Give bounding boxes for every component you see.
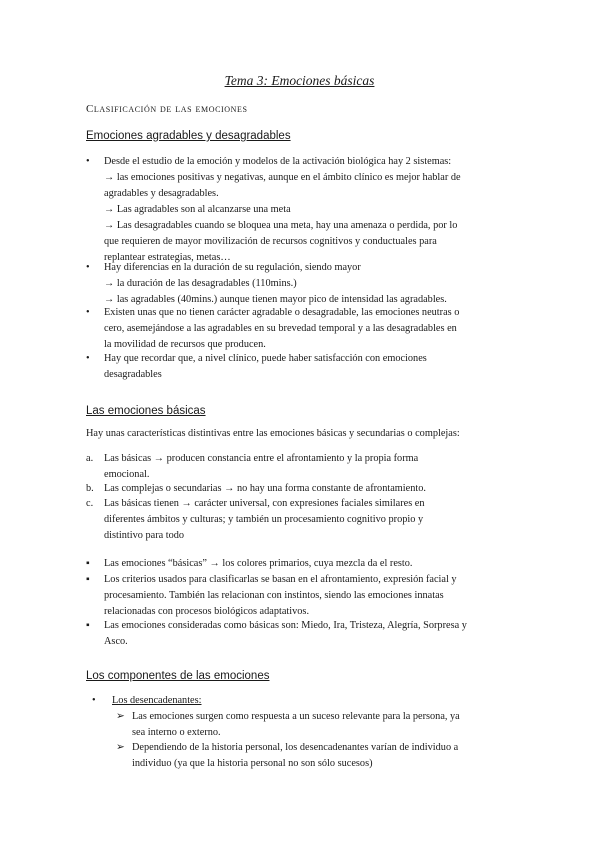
list-line: distintivo para todo — [104, 530, 185, 541]
list-line: Las básicas → producen constancia entre el afrontamiento y la propia forma — [104, 453, 419, 464]
letter-marker: a. — [86, 453, 94, 464]
list-line: cero, asemejándose a las agradables en su brevedad temporal y a las desagradables en — [104, 323, 457, 334]
list-line: sea interno o externo. — [132, 727, 221, 738]
list-item — [86, 556, 526, 572]
list-line: agradables y desagradables. — [104, 188, 219, 199]
list-line: Las emociones “básicas” → los colores primarios, cuya mezcla da el resto. — [104, 558, 413, 569]
section-heading-basicas: Las emociones básicas — [86, 405, 206, 417]
list-line: emocional. — [104, 469, 150, 480]
list-line: que requieren de mayor movilización de recursos cognitivos y conductuales para — [104, 236, 437, 247]
square-bullet-marker: ▪ — [86, 558, 90, 569]
list-item — [86, 260, 526, 308]
square-bullet-marker: ▪ — [86, 620, 90, 631]
list-line: → la duración de las desagradables (110mins.) — [104, 278, 297, 289]
list-line: → las emociones positivas y negativas, aunque en el ámbito clínico es mejor hablar de — [104, 172, 461, 183]
intro-paragraph: Hay unas características distintivas entre las emociones básicas y secundarias o complejas: — [86, 428, 460, 439]
list-line: → las agradables (40mins.) aunque tienen mayor pico de intensidad las agradables. — [104, 294, 447, 305]
list-line: desagradables — [104, 369, 162, 380]
bullet-marker: • — [86, 307, 90, 318]
page-title: Tema 3: Emociones básicas — [224, 73, 375, 88]
list-line: Las básicas tienen → carácter universal, con expresiones faciales similares en — [104, 498, 425, 509]
list-line: → Las desagradables cuando se bloquea una meta, hay una amenaza o perdida, por lo — [104, 220, 458, 231]
list-line: Las complejas o secundarias → no hay una forma constante de afrontamiento. — [104, 483, 426, 494]
list-line: relacionadas con procesos biológicos adaptativos. — [104, 606, 310, 617]
list-line: Dependiendo de la historia personal, los desencadenantes varían de individuo a — [132, 742, 459, 753]
list-item — [86, 351, 526, 383]
list-line: Desde el estudio de la emoción y modelos de la activación biológica hay 2 sistemas: — [104, 156, 452, 167]
list-line: Hay diferencias en la duración de su regulación, siendo mayor — [104, 262, 361, 273]
letter-marker: c. — [86, 498, 94, 509]
list-item — [86, 481, 526, 497]
bullet-marker: • — [86, 156, 90, 167]
bullet-marker: • — [86, 353, 90, 364]
list-item — [92, 693, 532, 709]
list-line: Hay que recordar que, a nivel clínico, puede haber satisfacción con emociones — [104, 353, 427, 364]
list-line: Las emociones consideradas como básicas son: Miedo, Ira, Tristeza, Alegría, Sorpresa y — [104, 620, 467, 631]
list-line: procesamiento. También las relacionan con instintos, siendo las emociones innatas — [104, 590, 444, 601]
list-line: → Las agradables son al alcanzarse una meta — [104, 204, 291, 215]
list-line: la movilidad de recursos que producen. — [104, 339, 266, 350]
list-line: Existen unas que no tienen carácter agradable o desagradable, las emociones neutras o — [104, 307, 460, 318]
arrow-bullet-marker: ➢ — [116, 742, 125, 753]
list-item — [86, 451, 526, 483]
list-line: Los criterios usados para clasificarlas se basan en el afrontamiento, expresión facial y — [104, 574, 457, 585]
bullet-marker: • — [86, 262, 90, 273]
classification-heading: Clasificación de las emociones — [86, 103, 248, 115]
list-item — [116, 709, 556, 741]
bullet-marker: • — [92, 695, 96, 706]
list-item — [86, 496, 526, 544]
list-item — [86, 572, 526, 620]
arrow-bullet-marker: ➢ — [116, 711, 125, 722]
list-item — [86, 154, 526, 266]
list-item — [86, 305, 526, 353]
list-line: replantear estrategias, metas… — [104, 252, 231, 263]
list-line: Asco. — [104, 636, 128, 647]
square-bullet-marker: ▪ — [86, 574, 90, 585]
list-item — [116, 740, 556, 772]
section-heading-agradables: Emociones agradables y desagradables — [86, 130, 291, 142]
section-heading-componentes: Los componentes de las emociones — [86, 670, 270, 682]
desencadenantes-heading: Los desencadenantes: — [112, 695, 202, 706]
list-line: diferentes ámbitos y culturas; y también un procesamiento cognitivo propio y — [104, 514, 424, 525]
list-line: Las emociones surgen como respuesta a un suceso relevante para la persona, ya — [132, 711, 460, 722]
list-item — [86, 618, 526, 650]
list-line: individuo (ya que la historia personal no son sólo sucesos) — [132, 758, 373, 769]
letter-marker: b. — [86, 483, 94, 494]
